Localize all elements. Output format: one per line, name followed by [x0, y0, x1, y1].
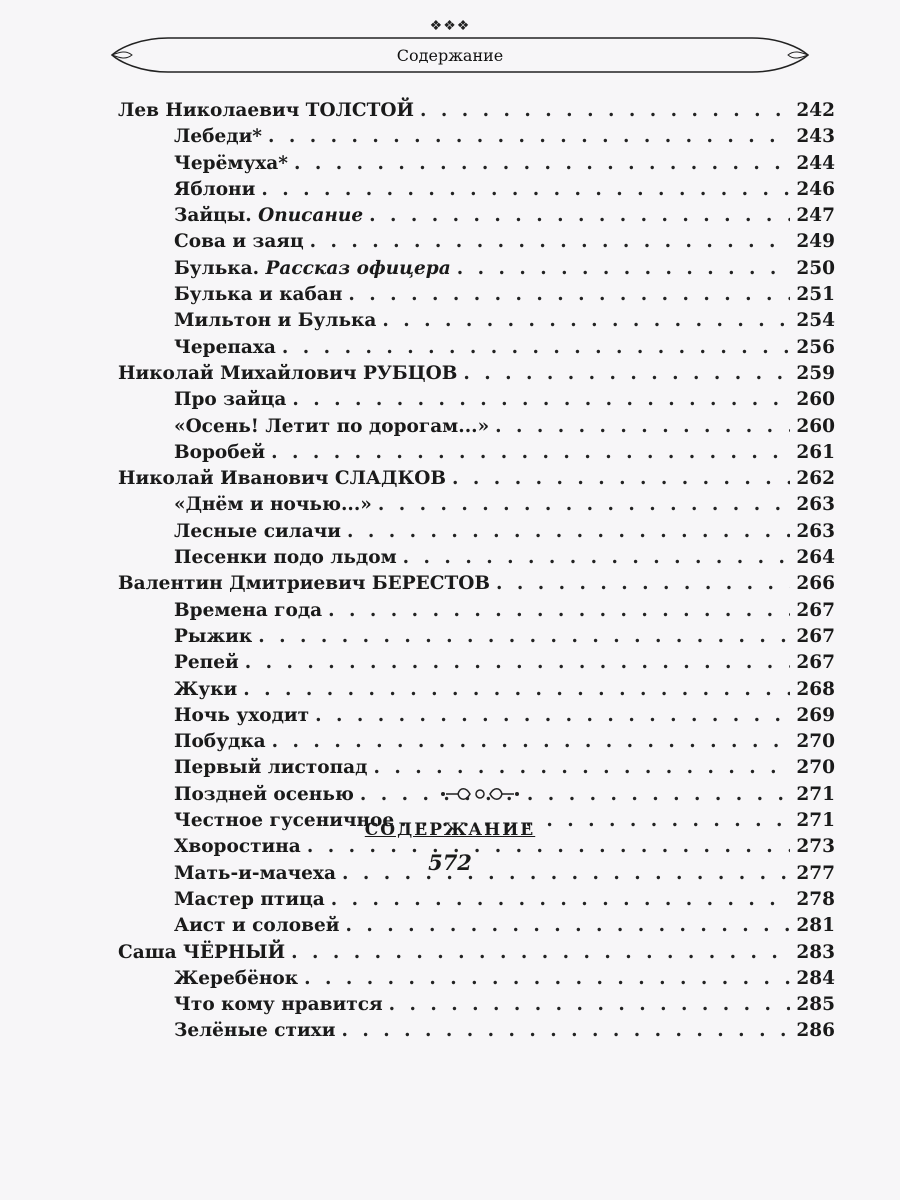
toc-work-entry [118, 179, 835, 205]
toc-author-entry [118, 573, 835, 599]
dot-leader [331, 889, 791, 910]
toc-entry-title-text: Мать-и-мачеха [174, 862, 336, 884]
toc-entry-title-text: Честное гусеничное [174, 810, 395, 832]
toc-entry-page: 285 [796, 994, 835, 1016]
toc-work-entry [118, 284, 835, 310]
toc-entry-title [174, 626, 252, 647]
dot-leader [420, 100, 790, 121]
toc-work-entry [118, 679, 835, 705]
dot-leader [496, 573, 790, 594]
toc-entry-subtitle: Рассказ офицера [265, 257, 451, 279]
toc-work-entry [118, 494, 835, 520]
toc-entry-title-text: Лебеди* [174, 126, 262, 148]
toc-entry-title-text: Что кому нравится [174, 994, 383, 1016]
page-number: 572 [428, 850, 472, 875]
toc-entry-title-text: Побудка [174, 731, 266, 753]
top-ornament: ❖❖❖ [429, 18, 471, 34]
toc-entry-page: 267 [796, 599, 835, 621]
toc-entry-title-text: Ночь уходит [174, 704, 310, 726]
toc-entry-page: 277 [796, 862, 835, 884]
page-header-title: Содержание [396, 46, 504, 65]
toc-entry-title-text: Хворостина [174, 836, 301, 858]
toc-entry-title-text: Валентин Дмитриевич БЕРЕСТОВ [118, 573, 490, 595]
toc-entry-title [174, 337, 276, 358]
toc-entry-page: 270 [796, 731, 835, 753]
toc-entry-title [174, 494, 372, 515]
toc-entry-title-text: Яблони [174, 178, 256, 200]
toc-entry-page: 266 [796, 573, 835, 595]
toc-entry-title [174, 547, 397, 568]
toc-entry-title [174, 258, 451, 279]
toc-work-entry [118, 626, 835, 652]
toc-author-entry [118, 942, 835, 968]
toc-entry-title [174, 126, 262, 147]
toc-work-entry [118, 757, 835, 783]
toc-entry-title [174, 757, 367, 778]
toc-work-entry [118, 731, 835, 757]
toc-entry-page: 260 [796, 389, 835, 411]
toc-entry-subtitle: Описание [258, 205, 364, 227]
toc-entry-page: 270 [796, 757, 835, 779]
toc-entry-title-text: Лесные силачи [174, 520, 341, 542]
toc-entry-page: 283 [796, 941, 835, 963]
toc-entry-page: 260 [796, 415, 835, 437]
dot-leader [304, 968, 790, 989]
toc-entry-title [174, 284, 342, 305]
dot-leader [348, 284, 790, 305]
toc-entry-title-text: Поздней осенью [174, 783, 354, 805]
toc-entry-title-text: Жуки [174, 678, 238, 700]
toc-entry-title-text: Николай Иванович СЛАДКОВ [118, 468, 447, 490]
toc-entry-page: 278 [796, 888, 835, 910]
toc-entry-title-text: Воробей [174, 441, 266, 463]
toc-entry-page: 250 [796, 257, 835, 279]
toc-entry-page: 263 [796, 494, 835, 516]
dot-leader [268, 126, 790, 147]
dot-leader [315, 705, 790, 726]
toc-entry-title [174, 205, 363, 226]
toc-entry-page: 286 [796, 1020, 835, 1042]
toc-entry-page: 247 [796, 205, 835, 227]
toc-entry-title [174, 731, 266, 752]
toc-entry-title-text: Сова и заяц [174, 231, 304, 253]
toc-work-entry [118, 994, 835, 1020]
toc-entry-page: 267 [796, 625, 835, 647]
dot-leader [360, 784, 791, 805]
toc-entry-page: 268 [796, 678, 835, 700]
toc-entry-title [174, 994, 383, 1015]
toc-entry-title [118, 363, 457, 384]
bottom-ornament [440, 783, 520, 805]
toc-entry-title-text: Жеребёнок [174, 967, 299, 989]
toc-work-entry [118, 521, 835, 547]
toc-entry-title-text: «Осень! Летит по дорогам...» [174, 415, 490, 437]
toc-author-entry [118, 468, 835, 494]
toc-work-entry [118, 389, 835, 415]
toc-entry-title [174, 310, 376, 331]
dot-leader [373, 757, 790, 778]
toc-entry-page: 246 [796, 178, 835, 200]
dot-leader [258, 626, 790, 647]
toc-entry-title-text: Репей [174, 652, 239, 674]
toc-work-entry [118, 126, 835, 152]
toc-entry-title-text: Про зайца [174, 389, 287, 411]
toc-entry-page: 269 [796, 704, 835, 726]
toc-entry-page: 267 [796, 652, 835, 674]
toc-work-entry [118, 1020, 835, 1046]
toc-author-entry [118, 100, 835, 126]
toc-entry-page: 263 [796, 520, 835, 542]
toc-entry-page: 262 [796, 468, 835, 490]
toc-entry-page: 284 [796, 967, 835, 989]
dot-leader [294, 153, 790, 174]
toc-work-entry [118, 258, 835, 284]
toc-entry-title [174, 679, 237, 700]
dot-leader [389, 994, 791, 1015]
toc-entry-title-text: Николай Михайлович РУБЦОВ [118, 362, 458, 384]
dot-leader [369, 205, 790, 226]
toc-entry-title-text: Булька и кабан [174, 284, 343, 306]
dot-leader [243, 679, 790, 700]
toc-work-entry [118, 231, 835, 257]
toc-entry-title [174, 231, 304, 252]
toc-entry-title-text: Лев Николаевич ТОЛСТОЙ [118, 100, 415, 121]
toc-entry-page: 271 [796, 810, 835, 832]
dot-leader [378, 494, 791, 515]
toc-work-entry [118, 442, 835, 468]
toc-entry-page: 261 [796, 441, 835, 463]
toc-entry-title-text: Черёмуха* [174, 152, 288, 174]
toc-entry-title-text: Саша ЧЁРНЫЙ [118, 941, 286, 963]
toc-entry-title [174, 915, 339, 936]
toc-entry-title-text: Мильтон и Булька [174, 310, 377, 332]
toc-entry-title-text: Рыжик [174, 625, 253, 647]
toc-work-entry [118, 547, 835, 573]
toc-entry-title [174, 521, 341, 542]
toc-author-entry [118, 363, 835, 389]
toc-entry-title [174, 705, 309, 726]
dot-leader [282, 337, 790, 358]
dot-leader [457, 258, 791, 279]
toc-work-entry [118, 310, 835, 336]
toc-entry-title [174, 153, 288, 174]
toc-entry-page: 244 [796, 152, 835, 174]
dot-leader [341, 1020, 790, 1041]
table-of-contents [118, 100, 835, 1047]
toc-entry-title [118, 468, 446, 489]
dot-leader [382, 310, 790, 331]
toc-entry-title-text: Зайцы. [174, 205, 259, 227]
toc-entry-page: 264 [796, 547, 835, 569]
toc-entry-page: 259 [796, 362, 835, 384]
toc-entry-title-text: Песенки подо льдом [174, 547, 397, 569]
toc-entry-title [174, 179, 255, 200]
dot-leader [347, 521, 790, 542]
toc-entry-title [174, 389, 286, 410]
toc-entry-title-text: Мастер птица [174, 888, 325, 910]
toc-entry-title [174, 600, 322, 621]
dot-leader [292, 389, 790, 410]
toc-entry-title-text: «Днём и ночью...» [174, 494, 372, 516]
toc-entry-page: 273 [796, 836, 835, 858]
toc-work-entry [118, 153, 835, 179]
dot-leader [328, 600, 790, 621]
dot-leader [261, 179, 790, 200]
toc-entry-title-text: Аист и соловей [174, 915, 340, 937]
toc-entry-page: 251 [796, 284, 835, 306]
toc-entry-page: 254 [796, 310, 835, 332]
dot-leader [403, 547, 791, 568]
toc-entry-title [174, 784, 354, 805]
footer-title: СОДЕРЖАНИЕ [364, 820, 536, 840]
toc-entry-title [174, 889, 325, 910]
toc-entry-title [174, 442, 265, 463]
dot-leader [495, 416, 790, 437]
toc-entry-title-text: Первый листопад [174, 757, 368, 779]
toc-work-entry [118, 652, 835, 678]
toc-work-entry [118, 416, 835, 442]
dot-leader [310, 231, 791, 252]
toc-entry-page: 281 [796, 915, 835, 937]
toc-work-entry [118, 889, 835, 915]
toc-entry-page: 271 [796, 783, 835, 805]
toc-entry-title [174, 968, 298, 989]
toc-entry-title [174, 652, 239, 673]
toc-work-entry [118, 600, 835, 626]
toc-entry-page: 256 [796, 336, 835, 358]
toc-entry-title-text: Черепаха [174, 336, 276, 358]
toc-entry-title [118, 573, 490, 594]
toc-entry-title-text: Зелёные стихи [174, 1020, 336, 1042]
dot-leader [291, 942, 790, 963]
dot-leader [345, 915, 790, 936]
toc-entry-page: 242 [796, 100, 835, 121]
dot-leader [245, 652, 791, 673]
toc-work-entry [118, 705, 835, 731]
toc-entry-page: 249 [796, 231, 835, 253]
toc-entry-title-text: Времена года [174, 599, 323, 621]
toc-entry-page: 243 [796, 126, 835, 148]
toc-work-entry [118, 968, 835, 994]
toc-entry-title [174, 1020, 335, 1041]
toc-work-entry [118, 337, 835, 363]
dot-leader [271, 442, 790, 463]
toc-entry-title-text: Булька. [174, 257, 266, 279]
toc-work-entry [118, 915, 835, 941]
dot-leader [463, 363, 790, 384]
toc-work-entry [118, 205, 835, 231]
dot-leader [272, 731, 791, 752]
dot-leader [452, 468, 790, 489]
toc-entry-title [118, 100, 414, 121]
toc-entry-title [174, 416, 489, 437]
toc-entry-title [118, 942, 285, 963]
